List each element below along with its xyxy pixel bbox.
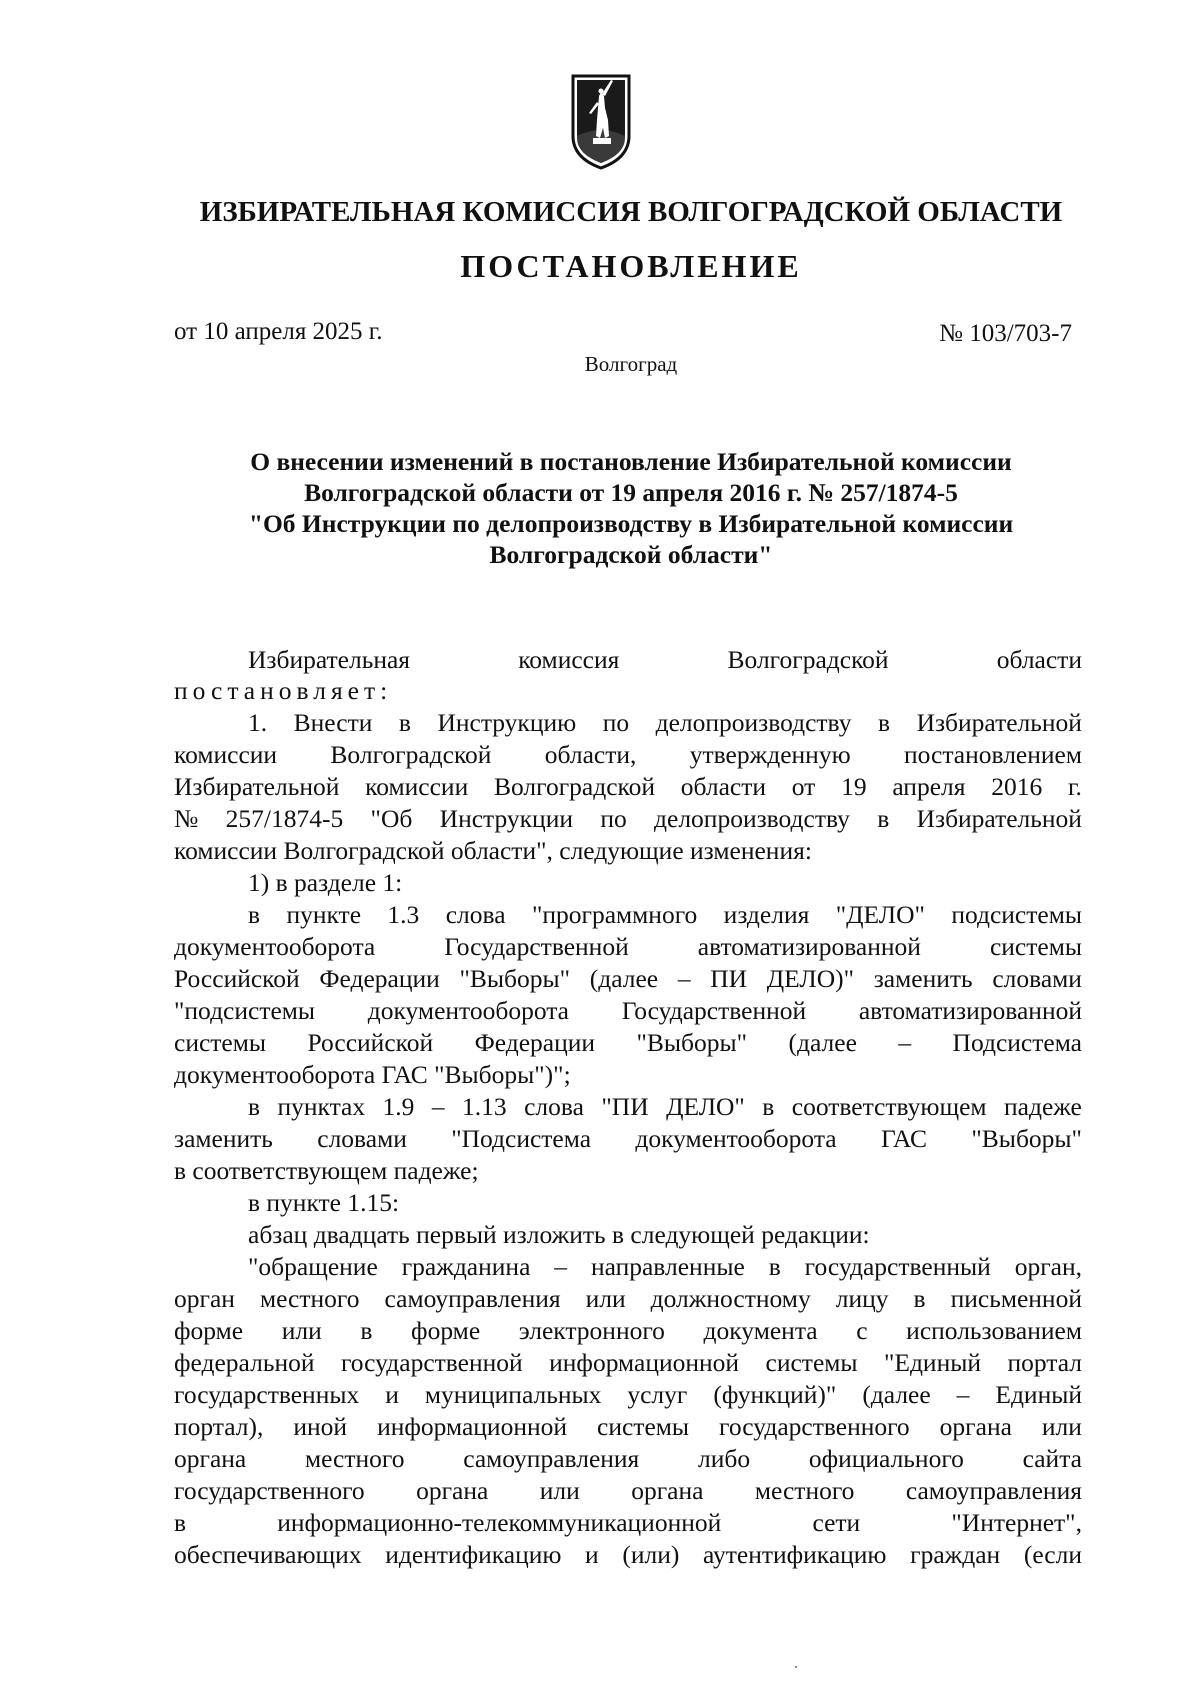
word: письменной xyxy=(950,1284,1082,1313)
title-line: Волгоградской области" xyxy=(489,540,773,569)
word: в xyxy=(768,1252,781,1281)
document-title xyxy=(160,446,1102,570)
word: форме xyxy=(174,1316,244,1345)
word: в xyxy=(878,708,891,737)
word: и xyxy=(585,1540,599,1569)
body-text-line: постановляет: xyxy=(174,676,393,705)
word: 1.9 xyxy=(382,1092,415,1121)
word: Избирательной xyxy=(916,708,1082,737)
body-text-line xyxy=(248,707,1082,739)
word: апреля xyxy=(892,772,966,801)
word: изделия xyxy=(723,900,810,929)
document-number: № 103/703-7 xyxy=(939,320,1072,347)
word: информационно-телекоммуникационной xyxy=(277,1508,722,1537)
word: Внести xyxy=(293,708,373,737)
word: пунктах xyxy=(277,1092,366,1121)
word: (далее xyxy=(589,964,659,993)
word: в xyxy=(248,900,261,929)
word: "Об xyxy=(370,804,413,833)
word: комиссии xyxy=(365,772,469,801)
word: делопроизводству xyxy=(654,804,850,833)
word: в xyxy=(877,804,890,833)
word: в xyxy=(762,1092,775,1121)
word: словами xyxy=(992,964,1082,993)
word: Федерации xyxy=(474,1028,596,1057)
title-line: Волгоградской области от 19 апреля 2016 г. № 257/1874-5 xyxy=(304,478,958,507)
word: от xyxy=(791,772,816,801)
scan-speck xyxy=(795,1666,797,1668)
body-text-line xyxy=(174,771,1082,803)
word: муниципальных xyxy=(424,1380,602,1409)
word: органа xyxy=(416,1476,489,1505)
word: падеже xyxy=(1004,1092,1082,1121)
body-text-line xyxy=(174,803,1082,835)
word: словами xyxy=(317,1124,407,1153)
word: Инструкцию xyxy=(437,708,577,737)
word: сети xyxy=(812,1508,861,1537)
body-text-line xyxy=(174,1123,1082,1155)
word: "Интернет", xyxy=(951,1508,1082,1537)
word: Государственной xyxy=(444,932,629,961)
word: форме xyxy=(411,1316,481,1345)
word: комиссии xyxy=(174,740,278,769)
body-text-line xyxy=(248,1091,1082,1123)
city-name: Волгоград xyxy=(584,352,678,376)
word: заменить xyxy=(873,964,973,993)
word: "ПИ xyxy=(601,1092,649,1121)
body-text-line xyxy=(174,995,1082,1027)
word: в xyxy=(398,708,411,737)
word: местного xyxy=(754,1476,855,1505)
word: "подсистемы xyxy=(174,996,316,1025)
word: в xyxy=(174,1508,187,1537)
body-text-line xyxy=(174,1475,1082,1507)
word: органа xyxy=(174,1444,247,1473)
word: системы xyxy=(989,932,1082,961)
word: лицу xyxy=(835,1284,889,1313)
word: пункте xyxy=(286,900,362,929)
word: самоуправления xyxy=(463,1444,640,1473)
word: портал), xyxy=(174,1412,264,1441)
word: аутентификацию xyxy=(702,1540,887,1569)
title-line: О внесении изменений в постановление Избирательной комиссии xyxy=(250,447,1012,476)
word: граждан xyxy=(910,1540,1001,1569)
body-text-line xyxy=(174,1507,1082,1539)
body-text-line: в пункте 1.15: xyxy=(248,1188,400,1217)
word: автоматизированной xyxy=(697,932,921,961)
word: направленные xyxy=(590,1252,745,1281)
word: или xyxy=(281,1316,322,1345)
title-line: "Об Инструкции по делопроизводству в Избирательной комиссии xyxy=(248,509,1014,538)
word: должностному xyxy=(650,1284,811,1313)
word: системы xyxy=(765,1348,858,1377)
word: или xyxy=(585,1284,626,1313)
word: (далее xyxy=(862,1380,931,1409)
word: ГАС xyxy=(880,1124,928,1153)
word: – xyxy=(554,1252,568,1281)
word: (или) xyxy=(622,1540,680,1569)
body-text-line xyxy=(174,931,1082,963)
body-text-line: 1) в разделе 1: xyxy=(248,868,403,897)
word: комиссия xyxy=(518,645,620,674)
word: самоуправления xyxy=(384,1284,561,1313)
word: заменить xyxy=(174,1124,273,1153)
word: Избирательная xyxy=(248,645,411,674)
word: иной xyxy=(293,1412,348,1441)
word: государственных xyxy=(174,1380,360,1409)
word: гражданина xyxy=(401,1252,531,1281)
word: слова xyxy=(524,1092,584,1121)
word: "обращение xyxy=(248,1252,378,1281)
body-text-line: в соответствующем падеже; xyxy=(174,1156,479,1185)
word: "программного xyxy=(531,900,698,929)
word: государственный xyxy=(804,1252,991,1281)
word: сайта xyxy=(1022,1444,1082,1473)
word: "Выборы" xyxy=(971,1124,1082,1153)
word: по xyxy=(600,804,627,833)
word: идентификацию xyxy=(385,1540,562,1569)
word: Российской xyxy=(174,964,300,993)
word: "Выборы" xyxy=(636,1028,748,1057)
word: Волгоградской xyxy=(493,772,655,801)
word: орган xyxy=(174,1284,235,1313)
word: 257/1874-5 xyxy=(225,804,344,833)
word: по xyxy=(602,708,630,737)
body-text-line xyxy=(248,1251,1082,1283)
word: системы xyxy=(597,1412,690,1441)
body-text-line: документооборота ГАС "Выборы")"; xyxy=(174,1060,571,1089)
body-text-line xyxy=(248,899,1082,931)
word: с xyxy=(856,1316,868,1345)
body-text-line xyxy=(174,1539,1082,1571)
coat-of-arms-icon xyxy=(571,74,631,170)
word: 1. xyxy=(248,708,268,737)
word: самоуправления xyxy=(905,1476,1082,1505)
word: документооборота xyxy=(174,932,376,961)
word: официального xyxy=(808,1444,964,1473)
word: федеральной xyxy=(174,1348,315,1377)
word: утвержденную xyxy=(689,740,851,769)
document-type-heading: ПОСТАНОВЛЕНИЕ xyxy=(460,248,802,284)
word: "Подсистема xyxy=(451,1124,592,1153)
word: местного xyxy=(259,1284,360,1313)
word: Волгоградской xyxy=(330,740,492,769)
word: Избирательной xyxy=(916,804,1082,833)
body-text-line: комиссии Волгоградской области", следующие изменения: xyxy=(174,836,812,865)
word: области xyxy=(996,645,1082,674)
word: г. xyxy=(1067,772,1082,801)
body-text-line xyxy=(174,1443,1082,1475)
word: ДЕЛО)" xyxy=(766,964,855,993)
word: Подсистема xyxy=(952,1028,1082,1057)
word: в xyxy=(913,1284,926,1313)
word: соответствующем xyxy=(791,1092,987,1121)
body-text-line xyxy=(174,1283,1082,1315)
word: Единый xyxy=(995,1380,1082,1409)
body-text-line xyxy=(174,739,1082,771)
word: органа xyxy=(631,1476,704,1505)
word: органа xyxy=(939,1412,1012,1441)
body-text-line xyxy=(174,1347,1082,1379)
word: и xyxy=(385,1380,399,1409)
word: электронного xyxy=(518,1316,665,1345)
word: информационной xyxy=(377,1412,568,1441)
word: "ДЕЛО" xyxy=(835,900,925,929)
word: 1.3 xyxy=(387,900,420,929)
word: Инструкции xyxy=(439,804,573,833)
document-date: от 10 апреля 2025 г. xyxy=(174,318,383,345)
word: или xyxy=(1041,1412,1082,1441)
word: Избирательной xyxy=(174,772,340,801)
word: Волгоградской xyxy=(727,645,889,674)
word: орган, xyxy=(1014,1252,1082,1281)
word: 2016 xyxy=(991,772,1043,801)
body-text-line xyxy=(174,1315,1082,1347)
word: Федерации xyxy=(319,964,440,993)
word: № xyxy=(174,804,199,833)
word: государственной xyxy=(340,1348,523,1377)
word: делопроизводству xyxy=(655,708,852,737)
word: или xyxy=(539,1476,580,1505)
word: 1.13 xyxy=(462,1092,507,1121)
word: автоматизированной xyxy=(858,996,1082,1025)
word: – xyxy=(677,964,691,993)
body-text-line xyxy=(174,1411,1082,1443)
word: (далее xyxy=(788,1028,857,1057)
word: ДЕЛО" xyxy=(666,1092,745,1121)
word: в xyxy=(248,1092,261,1121)
word: – xyxy=(956,1380,970,1409)
word: "Единый xyxy=(883,1348,982,1377)
word: слова xyxy=(445,900,506,929)
body-text-line xyxy=(174,1379,1082,1411)
word: документооборота xyxy=(367,996,570,1025)
word: в xyxy=(360,1316,373,1345)
word: либо xyxy=(698,1444,751,1473)
organization-name: ИЗБИРАТЕЛЬНАЯ КОМИССИЯ ВОЛГОГРАДСКОЙ ОБЛАСТИ xyxy=(199,196,1063,228)
word: (функций)" xyxy=(713,1380,837,1409)
word: Государственной xyxy=(621,996,807,1025)
word: системы xyxy=(174,1028,267,1057)
word: портал xyxy=(1007,1348,1082,1377)
word: области, xyxy=(544,740,637,769)
word: использованием xyxy=(906,1316,1082,1345)
word: услуг xyxy=(627,1380,688,1409)
word: документа xyxy=(703,1316,818,1345)
word: государственного xyxy=(719,1412,910,1441)
word: Российской xyxy=(307,1028,434,1057)
word: – xyxy=(431,1092,445,1121)
body-text-line: абзац двадцать первый изложить в следующей редакции: xyxy=(248,1220,870,1249)
word: государственного xyxy=(174,1476,365,1505)
word: обеспечивающих xyxy=(174,1540,362,1569)
word: – xyxy=(898,1028,912,1057)
body-text-line xyxy=(174,1027,1082,1059)
word: (если xyxy=(1023,1540,1082,1569)
word: документооборота xyxy=(635,1124,837,1153)
word: постановлением xyxy=(903,740,1082,769)
word: подсистемы xyxy=(951,900,1082,929)
word: информационной xyxy=(549,1348,740,1377)
body-text-line xyxy=(174,963,1082,995)
word: "Выборы" xyxy=(459,964,571,993)
word: области xyxy=(680,772,766,801)
word: местного xyxy=(304,1444,405,1473)
word: ПИ xyxy=(710,964,748,993)
word: 19 xyxy=(841,772,867,801)
body-text-line xyxy=(248,644,1082,676)
